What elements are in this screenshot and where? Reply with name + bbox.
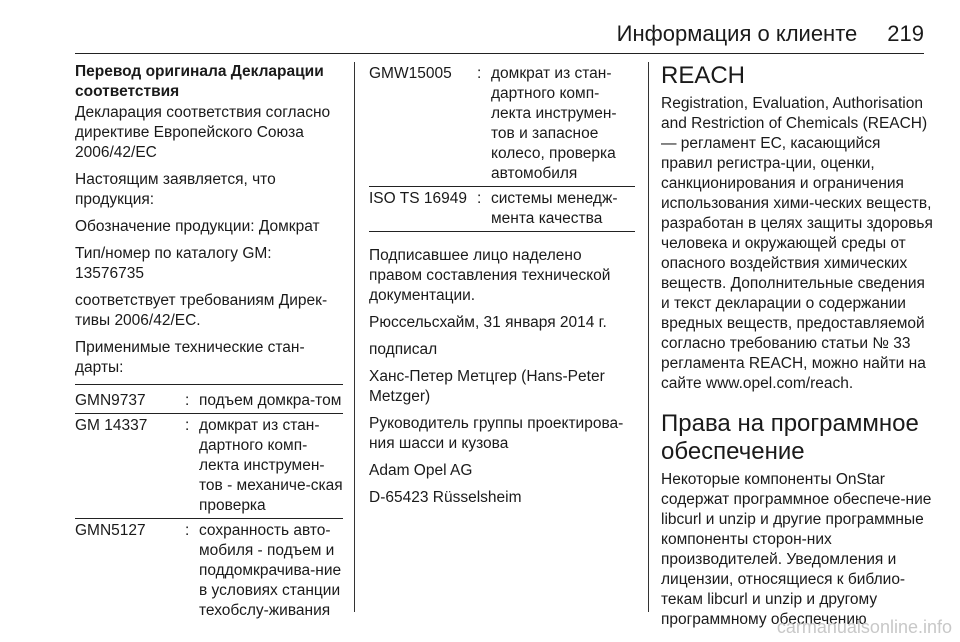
table-row xyxy=(369,62,635,187)
section-title-software: Права на программное обеспечение xyxy=(661,410,919,465)
table-row xyxy=(75,389,343,414)
section-text-software: Некоторые компоненты OnStar содержат программное обеспече-ние libcurl и unzip и другие программные компоненты сторон-них производителей. Уведомления и лицензии, относящиеся к библио-текам libcurl и unzip и другому программному обеспечению xyxy=(661,471,932,628)
separator: : xyxy=(185,417,190,434)
paragraph: Adam Opel AG xyxy=(369,462,473,479)
declaration-heading: Перевод оригинала Декларации соответствия xyxy=(75,63,324,100)
standard-description: подъем домкра-том xyxy=(199,392,342,409)
separator: : xyxy=(185,392,190,409)
paragraph: Подписавшее лицо наделено правом составления технической документации. xyxy=(369,247,611,304)
paragraph: D-65423 Rüsselsheim xyxy=(369,489,522,506)
table-row xyxy=(75,414,343,519)
column-divider xyxy=(648,62,649,612)
standard-description: домкрат из стан-дартного комп-лекта инструмен-тов - механиче-ская проверка xyxy=(199,417,343,514)
column-1 xyxy=(75,62,343,637)
standard-description: домкрат из стан-дартного комп-лекта инструмен-тов и запасное колесо, проверка автомобиля xyxy=(491,65,617,182)
column-3 xyxy=(661,62,933,630)
paragraph: Рюссельсхайм, 31 января 2014 г. xyxy=(369,314,607,331)
page-number: 219 xyxy=(887,21,924,46)
paragraph: подписал xyxy=(369,341,438,358)
paragraph: Ханс-Петер Метцгер (Hans-Peter Metzger) xyxy=(369,368,605,405)
standard-description: системы менедж-мента качества xyxy=(491,190,618,227)
section-title-reach: REACH xyxy=(661,62,746,89)
standard-code: GMN9737 xyxy=(75,392,146,409)
standards-table-continued xyxy=(369,62,635,232)
standard-code: GM 14337 xyxy=(75,417,148,434)
column-2 xyxy=(369,62,635,515)
standard-code: ISO TS 16949 xyxy=(369,190,467,207)
page-title: Информация о клиенте xyxy=(616,21,858,46)
table-row xyxy=(369,187,635,232)
table-row xyxy=(75,519,343,623)
separator: : xyxy=(477,190,482,207)
paragraph: Руководитель группы проектирова-ния шасси и кузова xyxy=(369,415,624,452)
paragraph: Обозначение продукции: Домкрат xyxy=(75,218,320,235)
column-divider xyxy=(354,62,355,612)
watermark: carmanualsonline.info xyxy=(776,617,952,637)
standard-description: сохранность авто-мобиля - подъем и поддомкрачива-ние в условиях станции техобслу-живания xyxy=(199,522,342,619)
paragraph: Настоящим заявляется, что продукция: xyxy=(75,171,276,208)
section-text-reach: Registration, Evaluation, Authorisation and Restriction of Chemicals (REACH) — регламент ЕС, касающийся правил регистра-ции, оценки, санкционирования и ограничения использования хими-ческих веществ, разработан в целях защиты здоровья человека и окружающей среды от опасного воздействия химических веществ. Дополнительные сведения и текст декларации о содержании вредных веществ, предоставляемой согласно требованию статьи № 33 регламента REACH, можно найти на сайте www.opel.com/reach. xyxy=(661,95,933,392)
standard-code: GMW15005 xyxy=(369,65,452,82)
separator: : xyxy=(185,522,190,539)
standard-code: GMN5127 xyxy=(75,522,146,539)
paragraph: Применимые технические стан-дарты: xyxy=(75,338,343,385)
paragraph: Тип/номер по каталогу GM: 13576735 xyxy=(75,245,272,282)
paragraph: соответствует требованиям Дирек-тивы 2006/42/EC. xyxy=(75,292,328,329)
paragraph: Декларация соответствия согласно директиве Европейского Союза 2006/42/EC xyxy=(75,104,331,161)
page-header xyxy=(75,20,924,54)
standards-table xyxy=(75,389,343,623)
separator: : xyxy=(477,65,482,82)
